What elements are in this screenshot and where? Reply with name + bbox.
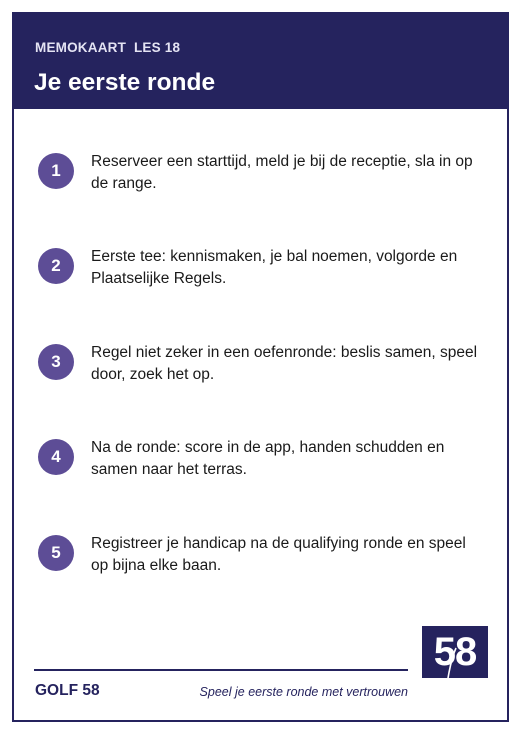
step-item (14, 342, 507, 402)
card-header (14, 14, 507, 109)
step-item (14, 437, 507, 497)
memo-card (12, 12, 509, 722)
step-text: Na de ronde: score in de app, handen schudden en samen naar het terras. (91, 439, 445, 478)
step-text: Registreer je handicap na de qualifying ronde en speel op bijna elke baan. (91, 535, 466, 574)
step-number-badge: 3 (38, 344, 74, 380)
golf-club-icon (422, 626, 488, 726)
step-text: Reserveer een starttijd, meld je bij de receptie, sla in op de range. (91, 153, 473, 192)
card-title: Je eerste ronde (34, 69, 216, 96)
step-number-badge: 1 (38, 153, 74, 189)
card-kicker: MEMOKAART LES 18 (35, 40, 181, 55)
step-text: Regel niet zeker in een oefenronde: beslis samen, speel door, zoek het op. (91, 344, 478, 383)
step-item (14, 246, 507, 306)
footer-divider (34, 669, 408, 671)
step-item (14, 533, 507, 593)
step-item (14, 151, 507, 211)
logo-number: 58 (433, 629, 477, 674)
footer-tagline: Speel je eerste ronde met vertrouwen (199, 685, 408, 699)
step-number-badge: 2 (38, 248, 74, 284)
step-text: Eerste tee: kennismaken, je bal noemen, volgorde en Plaatselijke Regels. (91, 248, 458, 287)
step-number-badge: 5 (38, 535, 74, 571)
step-number-badge: 4 (38, 439, 74, 475)
footer-brand: GOLF 58 (35, 682, 100, 699)
